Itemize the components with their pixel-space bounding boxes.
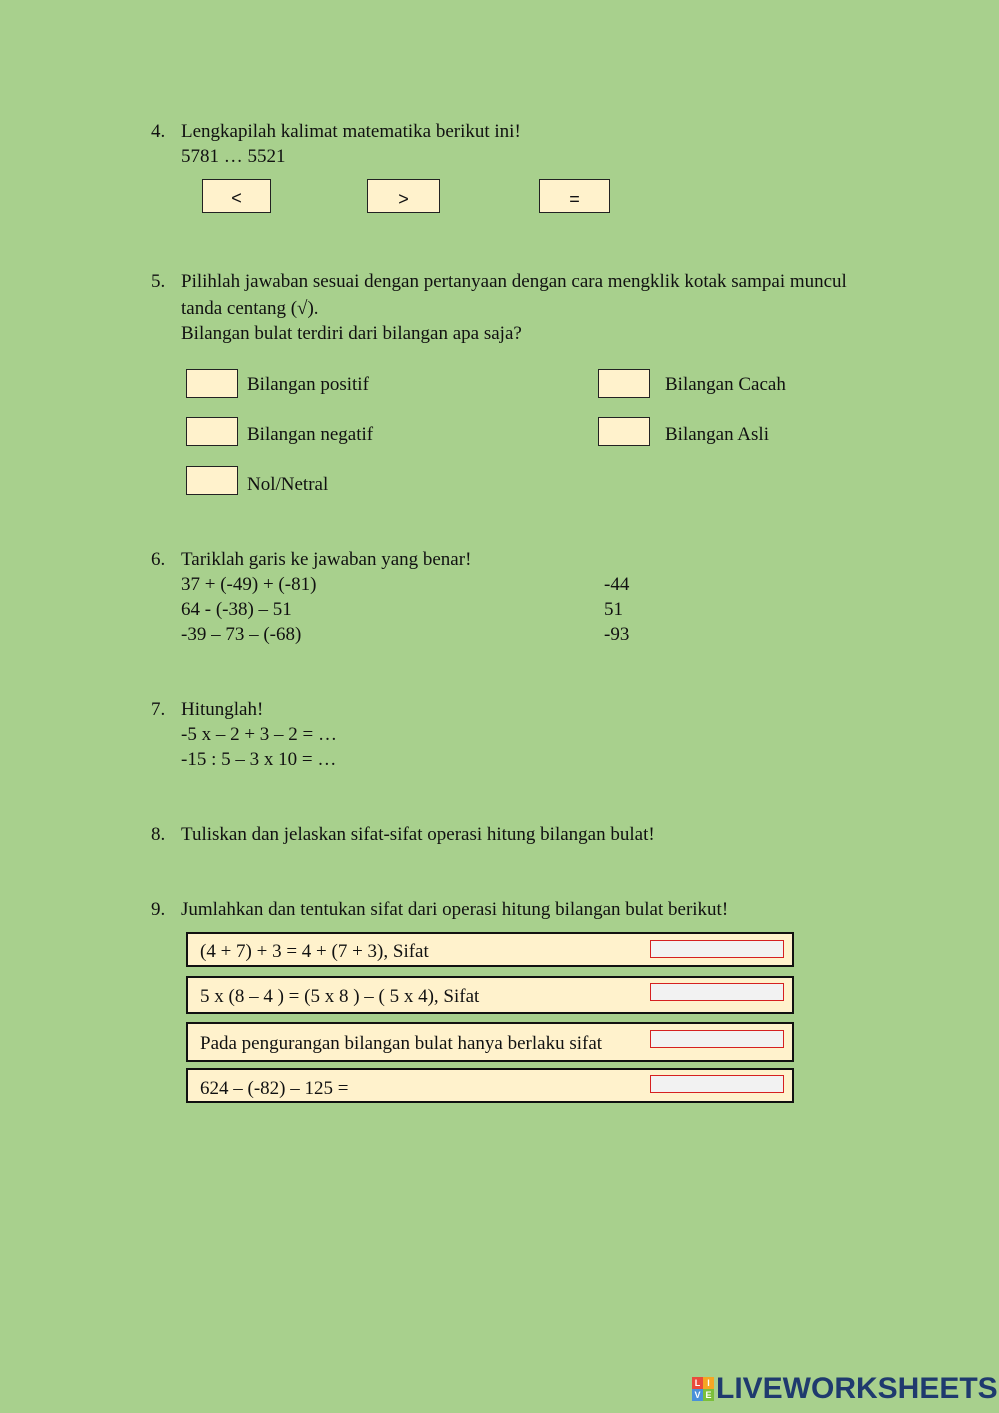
liveworksheets-mark-icon [692,1377,714,1401]
checkbox-bilangan-negatif[interactable] [186,417,238,446]
q8-number: 8. [151,824,166,845]
label-bilangan-positif: Bilangan positif [247,374,369,395]
q9-instruction: Jumlahkan dan tentukan sifat dari operasi hitung bilangan bulat berikut! [181,899,729,920]
q9-row-1 [186,932,794,967]
logo-mark-cell: I [703,1377,714,1389]
q9-number: 9. [151,899,166,920]
q9-row-text: 5 x (8 – 4 ) = (5 x 8 ) – ( 5 x 4), Sifat [200,986,480,1007]
q5-question: Bilangan bulat terdiri dari bilangan apa saja? [181,323,522,344]
q5-instruction-line2: tanda centang (√). [181,298,319,319]
q7-number: 7. [151,699,166,720]
logo-text: LIVEWORKSHEETS [716,1372,998,1405]
q7-line2: -15 : 5 – 3 x 10 = … [181,749,337,770]
q6-right-item[interactable]: -44 [604,574,630,595]
q6-right-item[interactable]: 51 [604,599,623,620]
q4-number: 4. [151,121,166,142]
liveworksheets-logo[interactable] [692,1372,998,1406]
label-bilangan-cacah: Bilangan Cacah [665,374,786,395]
q9-row-2 [186,976,794,1014]
q6-left-item[interactable]: 64 - (-38) – 51 [181,599,292,620]
q7-instruction: Hitunglah! [181,699,264,720]
q4-option-equal[interactable]: = [539,179,610,213]
q4-expression: 5781 … 5521 [181,146,286,167]
checkbox-bilangan-cacah[interactable] [598,369,650,398]
checkbox-bilangan-asli[interactable] [598,417,650,446]
q9-answer-field-1[interactable] [650,940,784,958]
q9-row-text: Pada pengurangan bilangan bulat hanya berlaku sifat [200,1033,603,1054]
q6-right-item[interactable]: -93 [604,624,630,645]
logo-mark-cell: V [692,1389,703,1401]
q6-number: 6. [151,549,166,570]
checkbox-nol-netral[interactable] [186,466,238,495]
q9-row-text: 624 – (-82) – 125 = [200,1078,349,1099]
label-nol-netral: Nol/Netral [247,474,329,495]
q4-option-greater-than[interactable]: > [367,179,440,213]
q5-instruction-line1: Pilihlah jawaban sesuai dengan pertanyaan dengan cara mengklik kotak sampai muncul [181,271,847,292]
q9-answer-field-3[interactable] [650,1030,784,1048]
q6-left-item[interactable]: -39 – 73 – (-68) [181,624,302,645]
checkbox-bilangan-positif[interactable] [186,369,238,398]
q9-row-text: (4 + 7) + 3 = 4 + (7 + 3), Sifat [200,941,429,962]
label-bilangan-asli: Bilangan Asli [665,424,769,445]
logo-mark-cell: E [703,1389,714,1401]
q5-number: 5. [151,271,166,292]
q6-instruction: Tariklah garis ke jawaban yang benar! [181,549,472,570]
logo-mark-cell: L [692,1377,703,1389]
label-bilangan-negatif: Bilangan negatif [247,424,374,445]
q9-row-4 [186,1068,794,1103]
q9-answer-field-4[interactable] [650,1075,784,1093]
q9-answer-field-2[interactable] [650,983,784,1001]
q4-instruction: Lengkapilah kalimat matematika berikut ini! [181,121,521,142]
q8-instruction: Tuliskan dan jelaskan sifat-sifat operasi hitung bilangan bulat! [181,824,655,845]
q9-row-3 [186,1022,794,1062]
q7-line1: -5 x – 2 + 3 – 2 = … [181,724,338,745]
q6-left-item[interactable]: 37 + (-49) + (-81) [181,574,317,595]
q4-option-less-than[interactable]: < [202,179,271,213]
